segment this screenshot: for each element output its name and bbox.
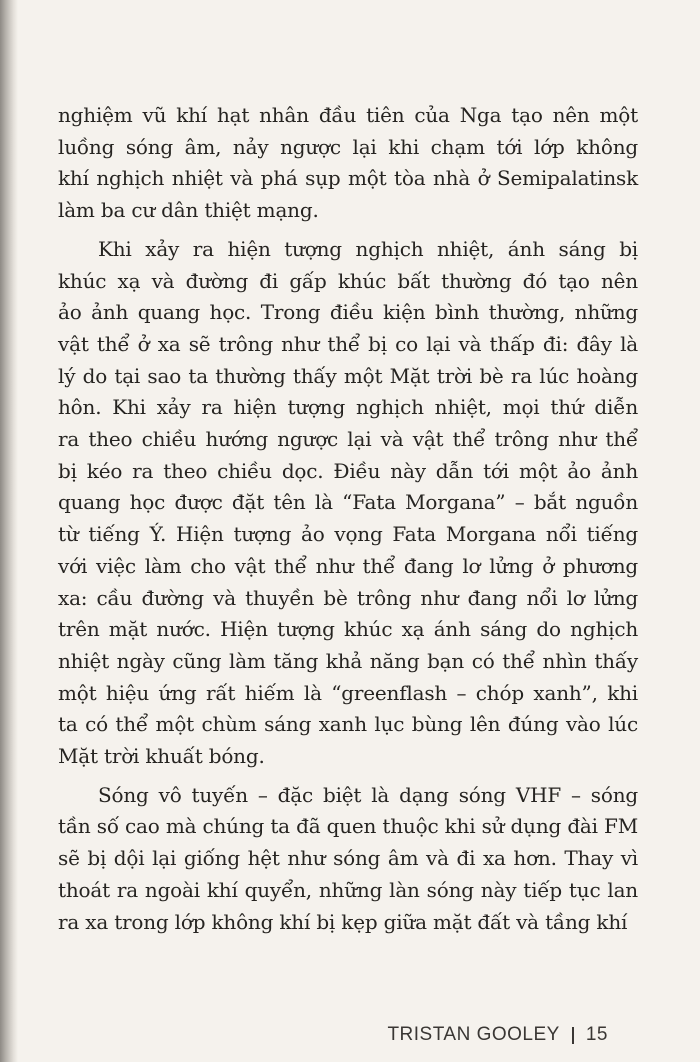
text-line: nhiệt ngày cũng làm tăng khả năng bạn có thể nhìn thấy — [58, 648, 638, 673]
text-line: ảo ảnh quang học. Trong điều kiện bình thường, những — [58, 300, 638, 325]
footer-author: TRISTAN GOOLEY — [387, 1024, 560, 1045]
text-line: làm ba cư dân thiệt mạng. — [58, 198, 319, 223]
paragraph — [58, 100, 638, 227]
paragraph — [58, 234, 638, 773]
text-line: Khi xảy ra hiện tượng nghịch nhiệt, ánh sáng bị — [98, 236, 638, 261]
running-footer — [387, 1024, 608, 1046]
text-line: với việc làm cho vật thể như thể đang lơ lửng ở phương — [58, 553, 638, 578]
text-line: trên mặt nước. Hiện tượng khúc xạ ánh sáng do nghịch — [58, 617, 638, 642]
text-line: từ tiếng Ý. Hiện tượng ảo vọng Fata Morgana nổi tiếng — [58, 522, 638, 547]
text-line: khúc xạ và đường đi gấp khúc bất thường đó tạo nên — [58, 268, 638, 293]
text-line: hôn. Khi xảy ra hiện tượng nghịch nhiệt, mọi thứ diễn — [58, 395, 638, 420]
page-spine-shadow — [0, 0, 18, 1062]
page-number: 15 — [585, 1024, 608, 1045]
footer-separator — [572, 1027, 574, 1044]
text-line: một hiệu ứng rất hiếm là “greenflash – chóp xanh”, khi — [58, 680, 638, 705]
text-line: quang học được đặt tên là “Fata Morgana” – bắt nguồn — [58, 490, 638, 515]
text-line: ra theo chiều hướng ngược lại và vật thể trông như thể — [58, 427, 638, 452]
paragraph — [58, 780, 638, 939]
text-line: luồng sóng âm, nảy ngược lại khi chạm tới lớp không — [58, 134, 638, 159]
text-line: tần số cao mà chúng ta đã quen thuộc khi sử dụng đài FM — [58, 814, 638, 839]
text-line: thoát ra ngoài khí quyển, những làn sóng này tiếp tục lan — [58, 877, 638, 902]
text-line: khí nghịch nhiệt và phá sụp một tòa nhà ở Semipalatinsk — [58, 166, 638, 191]
text-line: Sóng vô tuyến – đặc biệt là dạng sóng VHF – sóng — [98, 782, 638, 807]
text-line: lý do tại sao ta thường thấy một Mặt trời bè ra lúc hoàng — [58, 363, 638, 388]
body-text — [58, 100, 638, 945]
text-line: ta có thể một chùm sáng xanh lục bùng lên đúng vào lúc — [58, 712, 638, 737]
text-line: ra xa trong lớp không khí bị kẹp giữa mặt đất và tầng khí — [58, 909, 628, 934]
text-line: vật thể ở xa sẽ trông như thể bị co lại và thấp đi: đây là — [58, 331, 638, 356]
text-line: Mặt trời khuất bóng. — [58, 744, 265, 769]
text-line: bị kéo ra theo chiều dọc. Điều này dẫn tới một ảo ảnh — [58, 458, 638, 483]
text-line: xa: cầu đường và thuyền bè trông như đang nổi lơ lửng — [58, 585, 638, 610]
text-line: sẽ bị dội lại giống hệt như sóng âm và đi xa hơn. Thay vì — [58, 846, 638, 871]
text-line: nghiệm vũ khí hạt nhân đầu tiên của Nga tạo nên một — [58, 103, 638, 127]
